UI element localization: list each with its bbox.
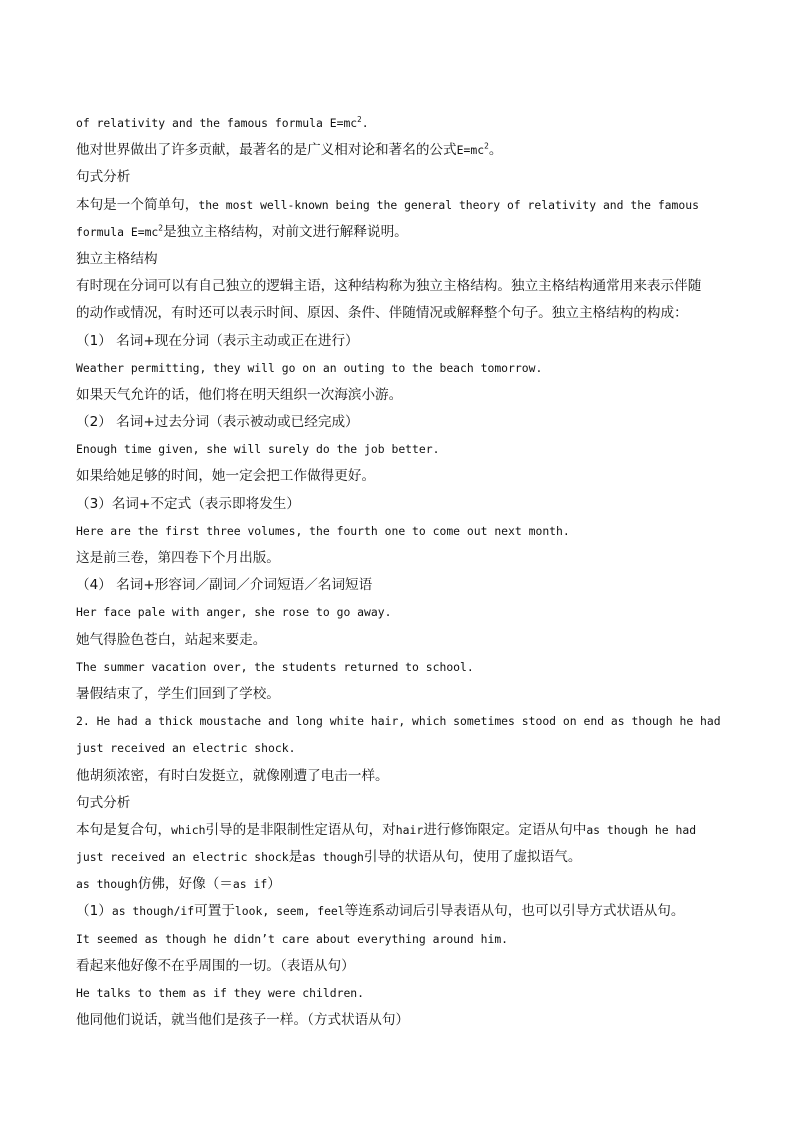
- section-heading: 独立主格结构: [76, 250, 158, 267]
- analysis-line: just received an electric shock是as though引导的状语从句，使用了虚拟语气。: [76, 849, 582, 866]
- example-sentence: Weather permitting, they will go on an outing to the beach tomorrow.: [76, 360, 543, 375]
- translation-line: 看起来他好像不在乎周围的一切。（表语从句）: [76, 957, 355, 974]
- paragraph-line: 的动作或情况，有时还可以表示时间、原因、条件、伴随情况或解释整个句子。独立主格结构的构成：: [76, 305, 688, 322]
- list-item: （4） 名词+形容词／副词／介词短语／名词短语: [76, 577, 373, 594]
- phrase-heading: as though仿佛，好像（＝as if）: [76, 876, 281, 893]
- list-item: （1）as though/if可置于look, seem, feel等连系动词后引导表语从句，也可以引导方式状语从句。: [76, 903, 685, 920]
- translation-line: 这是前三卷，第四卷下个月出版。: [76, 550, 280, 566]
- example-sentence: Enough time given, she will surely do the job better.: [76, 442, 440, 457]
- list-item: （1） 名词+现在分词（表示主动或正在进行）: [76, 332, 359, 349]
- section-heading: 句式分析: [76, 794, 131, 811]
- analysis-line: 本句是一个简单句，the most well-known being the general theory of relativity and the famous: [76, 196, 699, 213]
- translation-line: 暑假结束了，学生们回到了学校。: [76, 685, 280, 702]
- text-line: of relativity and the famous formula $E=mc^2$.: [76, 115, 369, 130]
- list-item: （3）名词+不定式（表示即将发生）: [76, 495, 300, 512]
- translation-line: 他胡须浓密，有时白发挺立，就像刚遭了电击一样。: [76, 767, 389, 784]
- example-sentence: Here are the first three volumes, the fourth one to come out next month.: [76, 523, 570, 538]
- numbered-sentence: just received an electric shock.: [76, 741, 296, 756]
- translation-line: 如果给她足够的时间，她一定会把工作做得更好。: [76, 468, 376, 485]
- translation-line: 他同他们说话，就当他们是孩子一样。（方式状语从句）: [76, 1012, 410, 1029]
- analysis-line: 本句是复合句，which引导的是非限制性定语从句，对hair进行修饰限定。定语从句中as though he had: [76, 821, 697, 838]
- translation-line: 他对世界做出了许多贡献，最著名的是广义相对论和著名的公式$E=mc^2$。: [76, 141, 503, 159]
- translation-line: 如果天气允许的话，他们将在明天组织一次海滨小游。: [76, 386, 403, 403]
- analysis-line: formula $E=mc^2$是独立主格结构，对前文进行解释说明。: [76, 223, 408, 240]
- paragraph-line: 有时现在分词可以有自己独立的逻辑主语，这种结构称为独立主格结构。独立主格结构通常用来表示伴随: [76, 278, 702, 295]
- translation-line: 她气得脸色苍白，站起来要走。: [76, 631, 267, 648]
- example-sentence: Her face pale with anger, she rose to go away.: [76, 605, 392, 620]
- example-sentence: He talks to them as if they were children.: [76, 986, 365, 1000]
- numbered-sentence: 2. He had a thick moustache and long white hair, which sometimes stood on end as though he had: [76, 714, 721, 729]
- list-item: （2） 名词+过去分词（表示被动或已经完成）: [76, 414, 359, 431]
- section-heading: 句式分析: [76, 169, 131, 186]
- document-page: [76, 110, 726, 1034]
- example-sentence: It seemed as though he didn’t care about everything around him.: [76, 931, 509, 946]
- example-sentence: The summer vacation over, the students returned to school.: [76, 659, 474, 674]
